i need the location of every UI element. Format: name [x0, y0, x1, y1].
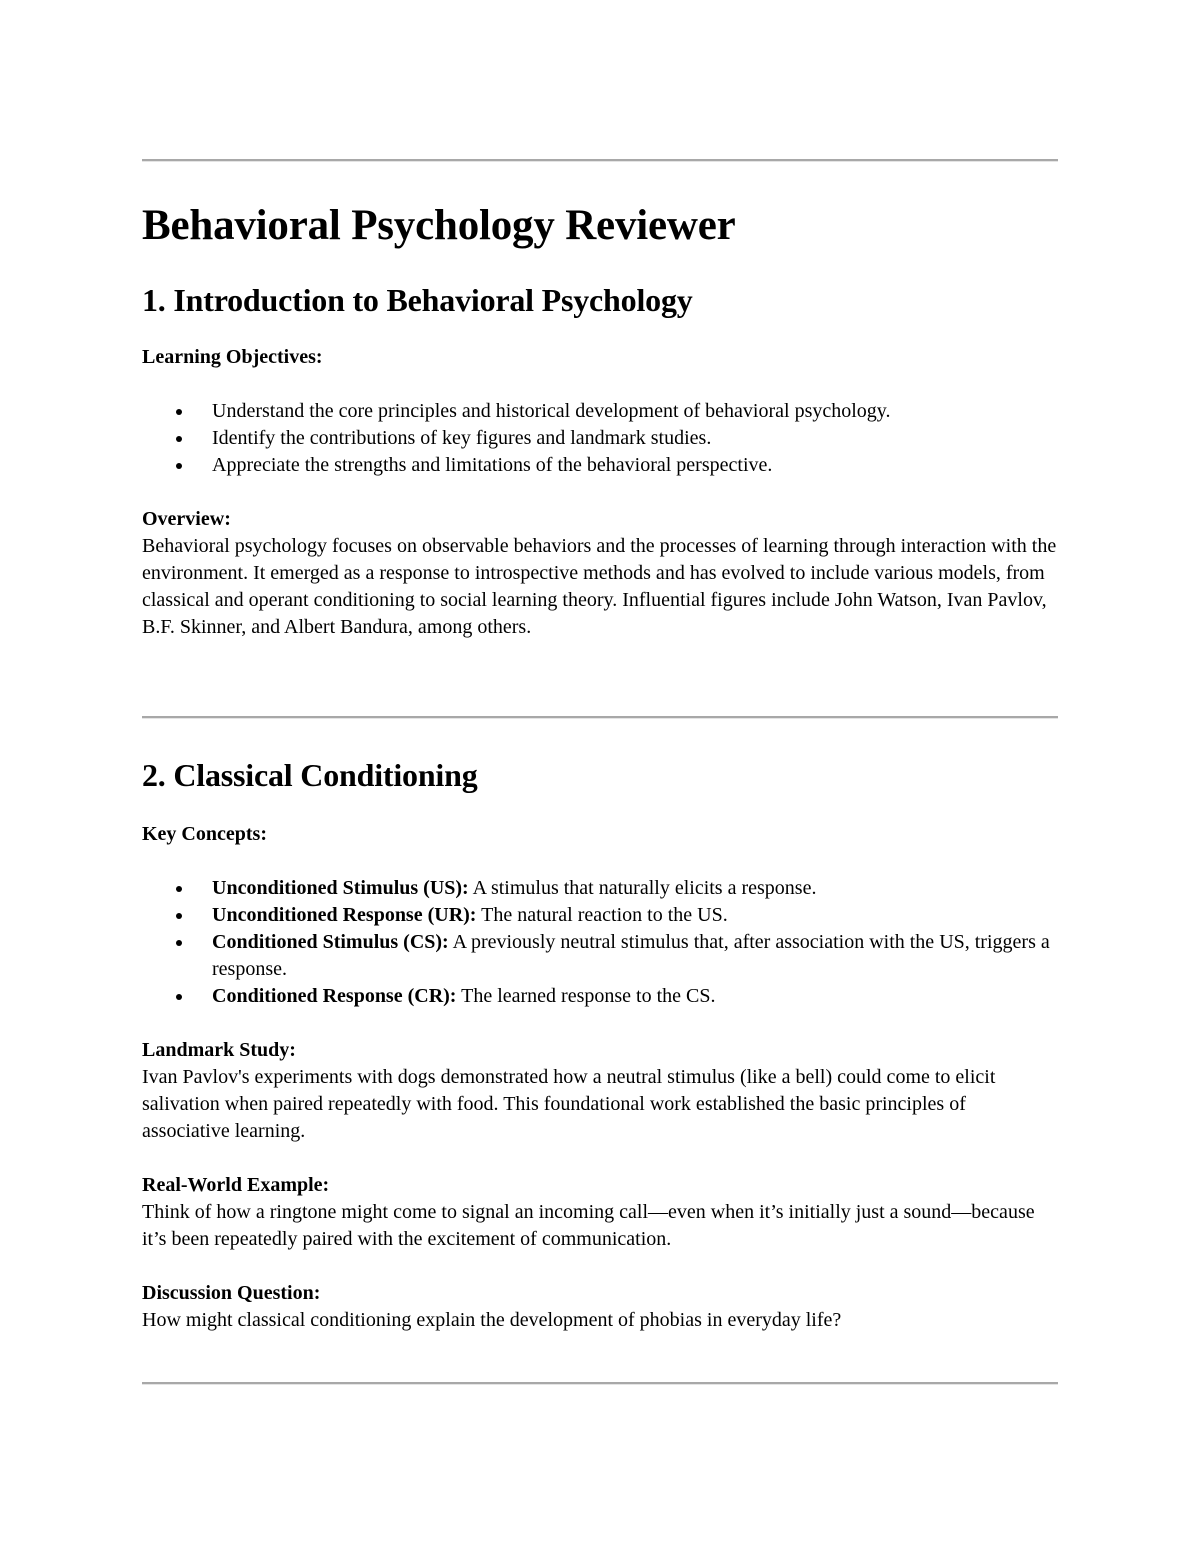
document-header: [142, 200, 1058, 252]
overview-label: Overview:: [142, 508, 231, 530]
landmark-study-text: Ivan Pavlov's experiments with dogs demonstrated how a neutral stimulus (like a bell) could come to elicit salivation when paired repeatedly with food. This foundational work established the basic principles of associative learning.: [142, 1066, 996, 1142]
list-item: [142, 875, 1058, 902]
learning-objectives-label: Learning Objectives:: [142, 346, 323, 368]
overview-text: Behavioral psychology focuses on observable behaviors and the processes of learning through interaction with the environment. It emerged as a response to introspective methods and has evolved to include various models, from classical and operant conditioning to social learning theory. Influential figures include John Watson, Ivan Pavlov, B.F. Skinner, and Albert Bandura, among others.: [142, 535, 1057, 638]
section-introduction: [142, 280, 1058, 641]
bullet-icon: [176, 463, 182, 469]
concept-definition: The learned response to the CS.: [456, 985, 716, 1007]
middle-divider: [142, 716, 1058, 719]
top-divider: [142, 159, 1058, 162]
key-concepts-label: Key Concepts:: [142, 823, 267, 845]
bullet-icon: [176, 940, 182, 946]
concept-term: Conditioned Response (CR):: [212, 985, 457, 1007]
list-item: [142, 929, 1058, 983]
landmark-study-label: Landmark Study:: [142, 1039, 296, 1061]
real-world-example-label: Real-World Example:: [142, 1174, 330, 1196]
real-world-example-text: Think of how a ringtone might come to signal an incoming call—even when it’s initially just a sound—because it’s been repeatedly paired with the excitement of communication.: [142, 1201, 1035, 1250]
section-2-heading: 2. Classical Conditioning: [142, 757, 478, 793]
key-concepts-list: [142, 875, 1058, 1010]
bullet-icon: [176, 913, 182, 919]
concept-term: Unconditioned Stimulus (US):: [212, 877, 469, 899]
bullet-icon: [176, 436, 182, 442]
concept-term: Unconditioned Response (UR):: [212, 904, 477, 926]
bullet-icon: [176, 886, 182, 892]
concept-term: Conditioned Stimulus (CS):: [212, 931, 449, 953]
discussion-question-text: How might classical conditioning explain the development of phobias in everyday life?: [142, 1309, 842, 1331]
bullet-icon: [176, 994, 182, 1000]
bottom-divider: [142, 1382, 1058, 1385]
discussion-question-label: Discussion Question:: [142, 1282, 321, 1304]
section-classical-conditioning: [142, 755, 1058, 1334]
page-title: Behavioral Psychology Reviewer: [142, 202, 736, 249]
list-item: [142, 983, 1058, 1010]
learning-objectives-list: [142, 398, 1058, 479]
list-item: Identify the contributions of key figures and landmark studies.: [142, 425, 1058, 452]
concept-definition: A previously neutral stimulus that, after association with the US, triggers a response.: [212, 931, 1050, 980]
section-1-heading: 1. Introduction to Behavioral Psychology: [142, 282, 693, 318]
concept-definition: A stimulus that naturally elicits a response.: [468, 877, 817, 899]
list-item: [142, 902, 1058, 929]
bullet-icon: [176, 409, 182, 415]
list-item: Understand the core principles and historical development of behavioral psychology.: [142, 398, 1058, 425]
list-item: Appreciate the strengths and limitations of the behavioral perspective.: [142, 452, 1058, 479]
concept-definition: The natural reaction to the US.: [476, 904, 728, 926]
